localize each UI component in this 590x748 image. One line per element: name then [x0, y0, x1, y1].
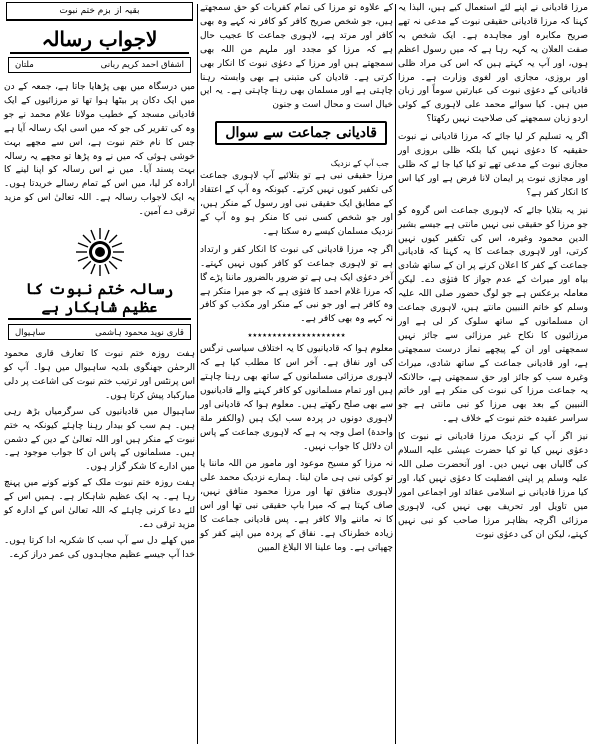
- left-paragraph-2: ہفت روزہ ختم نبوت کا تعارف قاری محمود الرحمٰن جھنگوی بلدیہ ساہیوال میں ہوا۔ آپ کو اس پرنٹس اور ترتیب ختم نبوت کی اشاعت پر دلی مبارکباد پیش کرتا ہوں۔: [4, 349, 195, 401]
- section-subtitle: جب آپ کے نزدیک: [330, 159, 389, 169]
- right-paragraph-1: مرزا قادیانی نے اپنے لئے استعمال کیے ہیں، البذا یہ کہنا کہ مرزا قادیانی حقیقی نبوت کے مدعی نہ تھے صریح مکابرہ اور مجاہدہ ہے۔ ایک شخص بہ صفت العلان یہ کہہ رہا ہے کہ میں رسول اعظم ہوں، اور آپ یہ کہتے ہیں کہ اس کی مراد ظلی اور بروزی، مجازی اور لغوی وزارت ہے۔ مرزا قادیانی کے دعوٰی نبوت کی عبارتیں سوماً اور زبان میں ہیں۔ کیا سوائے محمد علی لاہوری کے کوئی اردو زبان سمجھنے کی صلاحیت نہیں رکھتا؟: [398, 3, 588, 125]
- left-paragraph-3: ساہیوال میں قادیانیوں کی سرگرمیاں بڑھ رہی ہیں۔ ہم سب کو بیدار رہنا چاہئے کیونکہ یہ ختم نبوت کے منکر ہیں اور اللہ تعالیٰ کے دین کے دشمن ہیں۔ مسلمانوں کے پاس ان کا جواب موجود ہے۔ میں ادارے کا شکر گزار ہوں۔: [4, 406, 195, 473]
- column-divider-right: [395, 4, 396, 744]
- left-paragraph-1: میں درسگاہ میں بھی پڑھایا جاتا ہے، جمعہ کے دن میں ایک دکان پر بیٹھا ہوا تھا تو مرزائیوں کے ایک قادیانی مسجد کے خطیب مولانا علام محمد نے جو وہ کی تقریر کی جو کہ میں اسی ایک رسالہ آیا ہے جس کا نام ختم نبوت ہے، اس سے مجھے بہت خوشی ہوئی کہ میں نے وہ پڑھا تو مجھے یہ رسالہ بہت پسند آیا۔ میں نے اس رسالہ کو اپنا لینے کا ارادہ کر لیا، میں اس کے تمام رسالے خریدتا ہوں۔ یہ ایک لاجواب رسالہ ہے۔ اللہ تعالیٰ اس کو مزید ترقی دے آمین۔: [4, 82, 195, 218]
- middle-paragraph-3: معلوم ہوا کہ قادیانیوں کا یہ اختلاف سیاسی نرگس کی اور نفاق ہے۔ آخر اس کا مطلب کیا ہے کہ لاہوری مرزائی مسلمانوں کے ساتھ بھی رہنا چاہتے ہیں اور تمام مسلمانوں کو کافر کہنے والے قادیانیوں سے بھی صلح رکھتے ہیں۔ معلوم ہوا کہ قادیانی اور لاہوری دونوں در پردہ سب ایک ہیں (والکفر ملة واحدة) اصل وجہ یہ ہے کہ لاہوری جماعت کے پاس ان دلائل کا جواب نہیں۔: [200, 344, 393, 452]
- middle-column: [200, 2, 393, 746]
- byline-name: اشفاق احمد کریم ربانی: [100, 60, 184, 70]
- left-paragraph-4: ہفت روزہ ختم نبوت ملک کے کونے کونے میں پہنچ رہا ہے۔ یہ ایک عظیم شاہکار ہے۔ ہمیں اس کے لئے دعا کرنی چاہئے کہ اللہ تعالیٰ اس کے ادارہ کو مزید ترقی دے۔: [4, 478, 195, 530]
- middle-paragraph-4: نہ مرزا کو مسیح موعود اور مامور من اللہ ماننا یا تو کوئی نبی ہی مان لینا۔ ہمارے نزدیک محمد علی لاہوری منافق تھا اور مرزا محمود منافق نہیں، صاف کہتا ہے کہ میرا باپ حقیقی نبی تھا اور اس کا نہ ماننے والا کافر ہے۔ پس قادیانی جماعت کا زیادہ خطرناک ہے۔ نفاق کے پردہ میں اپنے کفر کو چھپاتی ہے۔ وما علینا الا البلاغ المبین: [200, 459, 393, 553]
- author-place: ساہیوال: [15, 327, 46, 338]
- left-paragraph-5: میں کھلے دل سے آپ سب کا شکریہ ادا کرتا ہوں۔ خدا آپ جیسے عظیم مجاہدوں کی عمر دراز کرے۔: [4, 535, 195, 560]
- right-paragraph-3: نیز یہ بتلایا جائے کہ لاہوری جماعت اس گروہ کو جو مرزا کو حقیقی نبی نہیں مانتی ہے جیسے بشیر الدین محمود وغیرہ، اس کی تکفیر کیوں نہیں کرتی، اور لاہوری جماعت کا یہ کہنا کہ قادیانی جماعت کے کفر کا اعلان کرنے پر ان کے ساتھ شادی بیاہ اور میراث کے عدم جواز کا فتوٰی دے۔ لیکن معاملہ برعکس ہے جو لوگ حضور صلی اللہ علیہ وسلم کو خاتم النبیین مانتے ہیں، لاہوری جماعت ان مسلمانوں کے ساتھ سلوک کر لی ہے اور مرزائیوں کا نکاح غیر مرزائی سے جائز نہیں سمجھتی اور ان کے پیچھے نماز درست سمجھتی ہے، اور قادیانی جماعت کے ساتھ شادی، میراث وغیرہ سب کو جائز اور حق سمجھتی ہے، حالانکہ یہ جماعت مرزا کی نبوت کی منکر ہے اور خاتم النبیین کے بعد بھی مرزا کو نبی مانتی ہے جو سراسر عقیدہ ختم نبوت کے خلاف ہے۔: [398, 205, 588, 425]
- ornament-seal: [4, 226, 195, 278]
- article-title-2: رسالہ ختم نبوت کا عظیم شاہکار ہے: [8, 280, 191, 320]
- section-heading-row: [200, 117, 393, 170]
- right-paragraph-4: نیز اگر آپ کے نزدیک مرزا قادیانی نے نبوت کا دعوٰی نہیں کیا تو کیا حضرت عیسٰی علیہ السلام کی گالیاں بھی نہیں دیں۔ اور آنحضرت صلی اللہ علیہ وسلم پر اپنی افضلیت کا دعوٰی نہیں کیا، اور کیا مرزا قادیانی نے اسلامی عقائد اور اجماعی امور میں تاویل اور تحریف بھی نہیں کی، لاہوری مرزائی اگرچہ بظاہر مرزا صاحب کو نبی نہیں کہتے، لیکن ان کی دعوٰی نبوت: [398, 432, 588, 540]
- byline-box-1: [8, 57, 191, 73]
- middle-paragraph-2: اگر چہ مرزا قادیانی کی نبوت کا انکار کفر و ارتداد ہے تو لاہوری جماعت کو کافر کیوں نہیں کہتے۔ آخر دعوٰی ایک ہی ہے تو ضرور بالضرور ماننا پڑے گا کہ مرزا غلام احمد کا فتوٰی ہے کہ جو میرا منکر ہے وہ کافر ہے اور جو نبی کے منکر اور مکذب کو کافر نہ کہے وہ بھی کافر ہے۔: [200, 244, 393, 325]
- right-column: [398, 2, 588, 746]
- left-column: [4, 2, 195, 746]
- middle-paragraph-1: مرزا حقیقی نبی ہے تو بتلائیے آپ لاہوری جماعت کی تکفیر کیوں نہیں کرتے۔ کیونکہ وہ آپ کے اعتقاد کے مطابق ایک حقیقی نبی اور رسول کے منکر ہیں، اور جو شخص کسی نبی کا منکر ہو وہ آپ کے نزدیک مسلمان کیسے رہ سکتا ہے۔: [200, 171, 393, 237]
- sunburst-ornament-icon: [74, 226, 126, 278]
- continued-value: بزم ختم نبوت: [59, 6, 111, 16]
- byline-place: ملتان: [15, 60, 34, 70]
- byline-box-2: [8, 324, 191, 340]
- middle-intro-paragraph: کے علاوہ تو مرزا کی تمام کفریات کو حق سمجھتے ہیں، جو شخص صریح کافر کو کافر نہ کہے وہ بھی کافر اور مرتد ہے، لاہوری جماعت کا عجیب حال ہے کہ مرزا کو مجدد اور ملہم من اللہ بھی سمجھتے ہیں اور مرزا کے دعوٰی نبوت کا انکار بھی کرتی ہے۔ قادیان کی متبنی ہے بھی وابستہ رہنا چاہتی ہے اور مسلمان بھی رہنا چاہتی ہے۔ یہ ایں خیال است و محال است و جنون: [200, 3, 393, 111]
- continued-label: بقیہ از: [114, 6, 140, 16]
- star-divider: ٭٭٭٭٭٭٭٭٭٭٭٭٭٭٭٭٭٭٭٭: [247, 331, 346, 342]
- author-name: قاری نوید محمود ہاشمی: [95, 327, 184, 338]
- article-title-1: لاجواب رسالہ: [10, 25, 189, 54]
- right-paragraph-2: اگر یہ تسلیم کر لیا جائے کہ مرزا قادیانی نے نبوت حقیقیہ کا دعوٰی نہیں کیا بلکہ ظلی بروزی اور مجازی نبوت کے مدعی تھے تو کیا کیا جا ئے کہ ظلی اور مجازی نبوت پر ایمان لانا فرض ہے اور کیا اس کا انکار کفر ہے؟: [398, 132, 588, 198]
- continued-from-tab: [6, 2, 193, 21]
- column-divider-left: [197, 4, 198, 744]
- section-title: قادیانی جماعت سے سوال: [215, 121, 387, 145]
